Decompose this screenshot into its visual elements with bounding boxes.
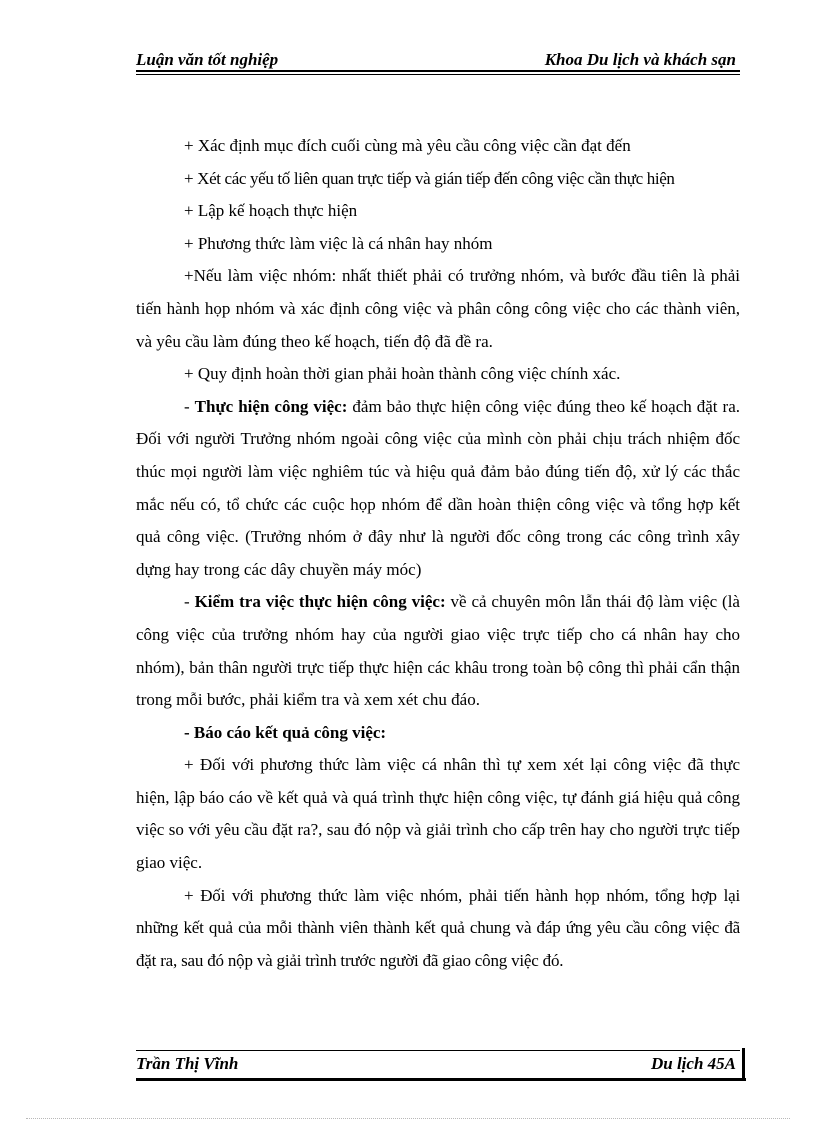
- paragraph: + Đối với phương thức làm việc nhóm, phải tiến hành họp nhóm, tổng hợp lại những kết quả của mỗi thành viên thành kết quả chung và đáp ứng yêu cầu công việc đã đặt ra, sau đó nộp và giải trình trước người đã giao công việc đó.: [136, 885, 740, 970]
- header-divider: [136, 70, 740, 72]
- paragraph-text: đảm bảo thực hiện công việc đúng theo kế hoạch đặt ra. Đối với người Trưởng nhóm ngoài công việc của mình còn phải chịu trách nhiệm đốc thúc mọi người làm việc nghiêm túc và hiệu quả đảm bảo đúng tiến độ, xử lý các thắc mắc nếu có, tổ chức các cuộc họp nhóm để dần hoàn thiện công việc và tổng hợp kết quả công việc. (Trưởng nhóm ở đây như là người đốc công trong các công trình xây dựng hay trong các dây chuyền máy móc): [136, 396, 740, 579]
- page-bottom-dotted-line: [26, 1118, 790, 1119]
- paragraph: +Nếu làm việc nhóm: nhất thiết phải có trưởng nhóm, và bước đầu tiên là phải tiến hành họp nhóm và xác định công việc và phân công công việc cho các thành viên, và yêu cầu làm đúng theo kế hoạch, tiến độ đã đề ra.: [136, 266, 740, 351]
- footer-border-shadow-vertical: [742, 1048, 745, 1081]
- page-header: [136, 48, 740, 72]
- page-footer: [136, 1054, 740, 1078]
- paragraph: [136, 391, 740, 587]
- footer-author: Trần Thị Vĩnh: [136, 1054, 239, 1073]
- paragraph: + Xét các yếu tố liên quan trực tiếp và gián tiếp đến công việc cần thực hiện: [184, 168, 675, 188]
- section-heading-kiem-tra: Kiểm tra việc thực hiện công việc:: [194, 592, 446, 612]
- paragraph: + Phương thức làm việc là cá nhân hay nhóm: [184, 233, 493, 253]
- paragraph: [136, 717, 740, 750]
- footer-divider: [136, 1050, 740, 1051]
- section-heading-bao-cao: - Báo cáo kết quả công việc:: [184, 722, 387, 742]
- paragraph-prefix: -: [184, 592, 195, 612]
- paragraph: + Lập kế hoạch thực hiện: [184, 201, 358, 221]
- header-faculty: Khoa Du lịch và khách sạn: [544, 50, 736, 69]
- paragraph: + Quy định hoàn thời gian phải hoàn thành công việc chính xác.: [184, 364, 621, 384]
- paragraph: [136, 586, 740, 716]
- paragraph-prefix: -: [184, 396, 195, 416]
- header-thesis-title: Luận văn tốt nghiệp: [136, 50, 279, 69]
- footer-border-shadow: [136, 1078, 746, 1081]
- document-body: [136, 130, 740, 977]
- footer-class: Du lịch 45A: [650, 1054, 736, 1073]
- paragraph: + Đối với phương thức làm việc cá nhân thì tự xem xét lại công việc đã thực hiện, lập báo cáo về kết quả và quá trình thực hiện công việc, tự đánh giá hiệu quả công việc so với yêu cầu đặt ra?, sau đó nộp và giải trình cho cấp trên hay cho người trực tiếp giao việc.: [136, 755, 740, 873]
- paragraph: + Xác định mục đích cuối cùng mà yêu cầu công việc cần đạt đến: [184, 136, 631, 155]
- paragraph-text: về cả chuyên môn lẫn thái độ làm việc (là công việc của trưởng nhóm hay của người giao việc trực tiếp cho cá nhân hay cho nhóm), bản thân người trực tiếp thực hiện các khâu trong toàn bộ công thì phải cẩn thận trong mỗi bước, phải kiểm tra và xem xét chu đáo.: [136, 592, 740, 710]
- section-heading-thuc-hien: Thực hiện công việc:: [194, 396, 348, 416]
- header-divider-thin: [136, 74, 740, 75]
